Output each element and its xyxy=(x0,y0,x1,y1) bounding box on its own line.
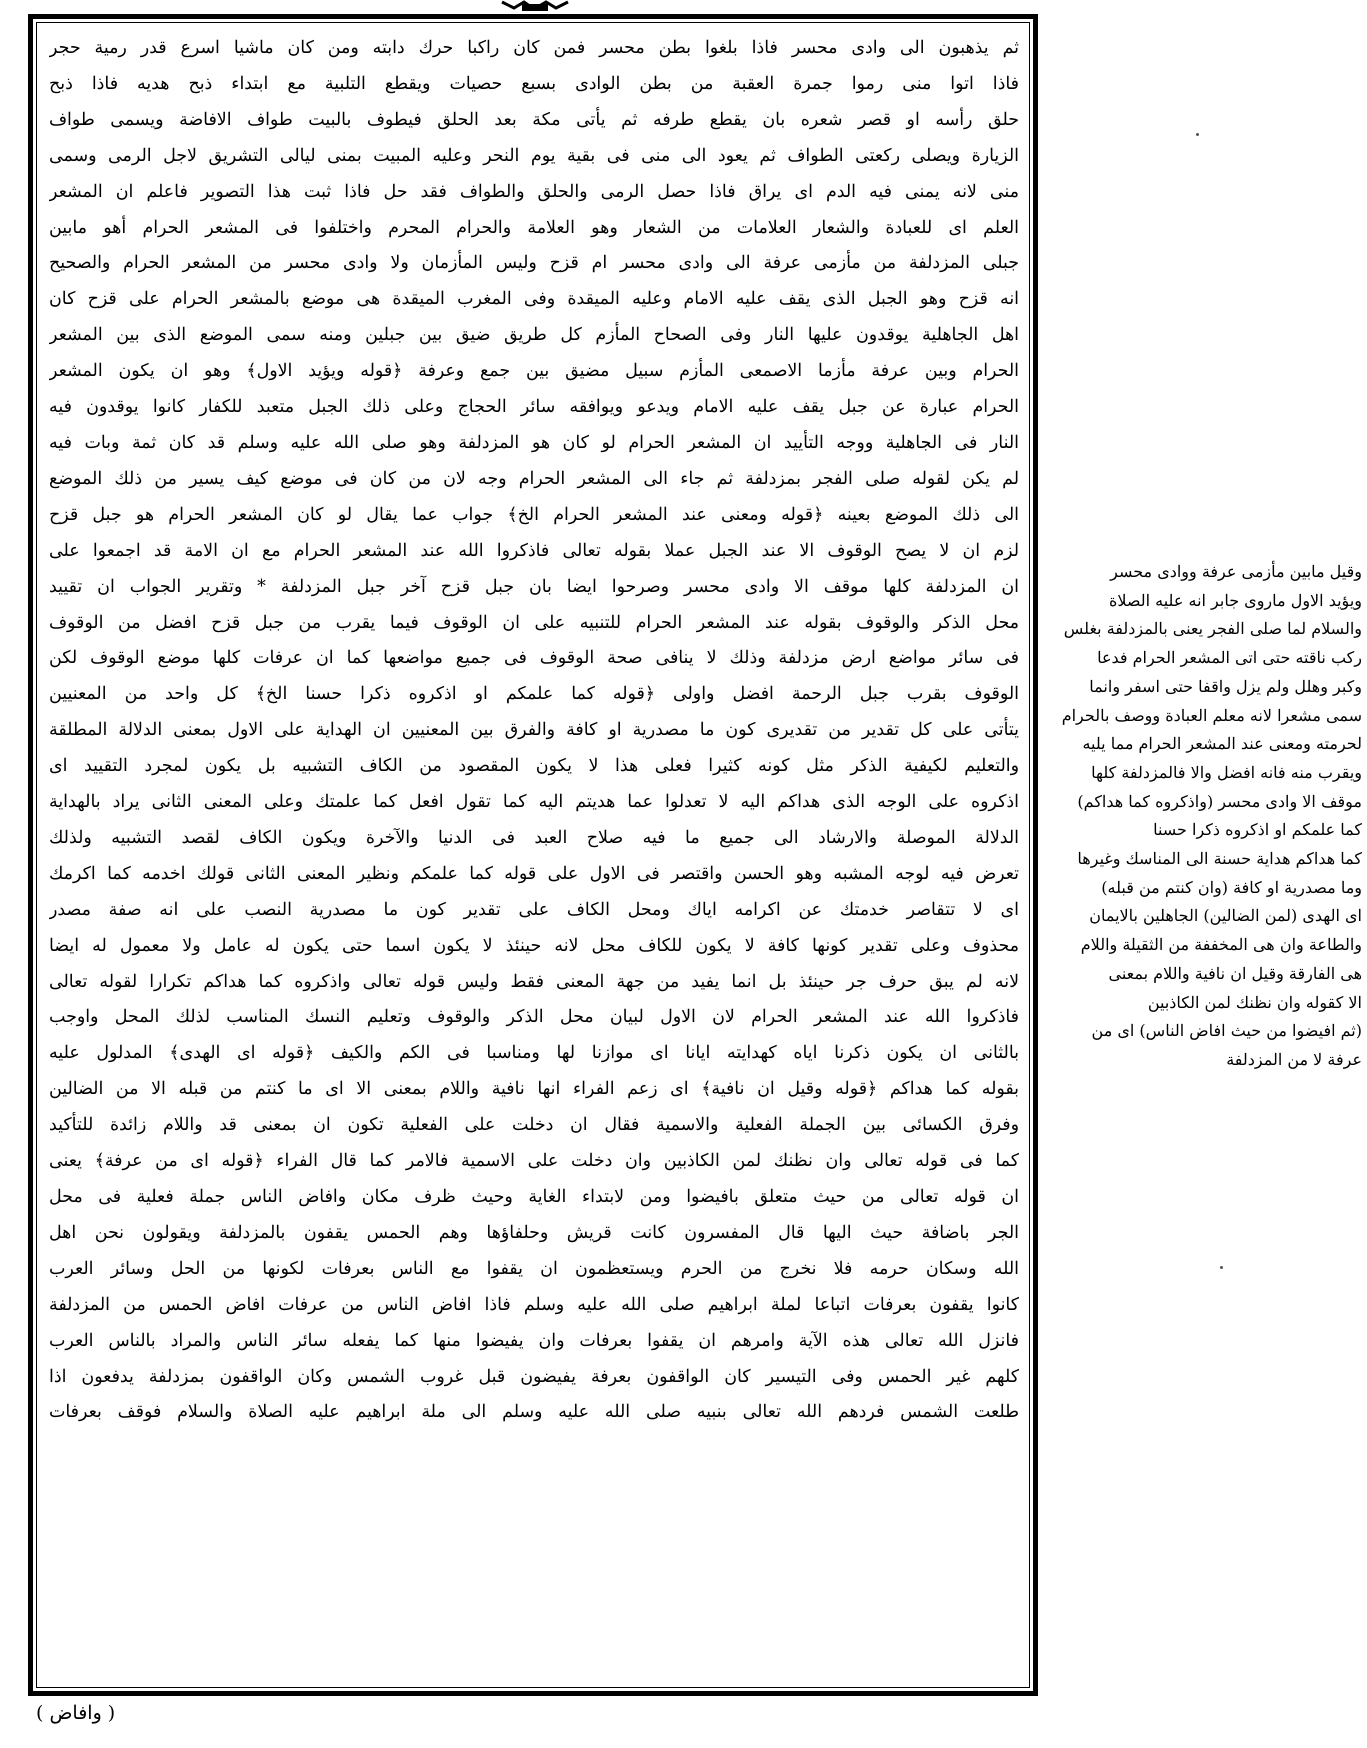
commentary-line: جبلى المزدلفة من مأزمى عرفة الى وادى محسر ام قزح وليس المأزمان ولا وادى محسر من المشعر الحرام والصحيح xyxy=(49,253,1019,274)
commentary-line: فاذا اتوا منى رموا جمرة العقبة من بطن الوادى بسبع حصيات ويقطع التلبية مع ابتداء ذبح هديه فاذا ذبح xyxy=(49,73,1019,94)
commentary-line: انه قزح وهو الجبل الذى يقف عليه الامام وعليه الميقدة وفى المغرب الميقدة هى موضع بالمشعر الحرام على قزح كان xyxy=(49,289,1019,310)
margin-line: الا كقوله وان نظنك لمن الكاذبين xyxy=(1147,992,1362,1012)
margin-speck xyxy=(1196,133,1199,136)
margin-line: ركب ناقته حتى اتى المشعر الحرام فدعا xyxy=(1097,648,1362,668)
commentary-line: اى لا تتقاصر خدمتك عن اكرامه اياك ومحل الكاف على تقدير كون ما مصدرية النصب على انه صفة مصدر xyxy=(49,899,1019,920)
commentary-line: كانوا يقفون بعرفات اتباعا لملة ابراهيم صلى الله عليه وسلم فاذا افاض الناس من عرفات افاض الحمس من المزدلفة xyxy=(49,1294,1019,1315)
commentary-line: العلم اى للعبادة والشعار العلامات من الشعار وهو العلامة والحرام المحرم واختلفوا فى المشعر الحرام أهو مابين xyxy=(49,217,1019,238)
commentary-line: ثم يذهبون الى وادى محسر فاذا بلغوا بطن محسر فمن كان راكبا حرك دابته ومن كان ماشيا اسرع قدر رمية حجر xyxy=(49,38,1019,58)
commentary-line: طلعت الشمس فردهم الله تعالى بنبيه صلى الله عليه وسلم الى ملة ابراهيم عليه الصلاة والسلام فوقف بعرفات xyxy=(49,1402,1019,1423)
margin-line: كما علمكم او اذكروه ذكرا حسنا xyxy=(1153,820,1362,840)
commentary-line: والتعليم لكيفية الذكر مثل كونه كثيرا فعلى هذا لا يكون المقصود من الكاف التشبيه بل يكون لمجرد التقييد اى xyxy=(49,756,1019,777)
commentary-line: الزيارة ويصلى ركعتى الطواف ثم يعود الى منى فى بقية يوم النحر وعليه المبيت بمنى ليالى التشريق لاجل الرمى وسمى xyxy=(49,145,1019,166)
commentary-line: الدلالة الموصلة والارشاد الى جميع ما فيه صلاح العبد فى الدنيا والآخرة ويكون الكاف لقصد التشبيه ولذلك xyxy=(49,827,1019,848)
catchword: ( وافاض ) xyxy=(36,1702,116,1724)
commentary-line: الى ذلك الموضع بعينه ﴿قوله ومعنى عند المشعر الحرام الخ﴾ جواب عما يقال لو كان المشعر الحرام هو جبل قزح xyxy=(49,504,1019,525)
commentary-line: فاذكروا الله عند المشعر الحرام لان الاول لبيان محل الذكر والوقوف وتعليم النسك المناسب لذلك المحل واوجب xyxy=(49,1007,1019,1028)
commentary-line: الحرام وبين عرفة مأزما الاصمعى المأزم سبيل مضيق بين جمع وعرفة ﴿قوله ويؤيد الاول﴾ وهو ان يكون المشعر xyxy=(49,361,1019,382)
margin-line: (ثم افيضوا من حيث افاض الناس) اى من xyxy=(1091,1021,1362,1041)
commentary-frame xyxy=(28,14,1038,1696)
margin-line: اى الهدى (لمن الضالين) الجاهلين بالايمان xyxy=(1089,906,1362,926)
commentary-line: حلق رأسه او قصر شعره بان يقطع طرفه ثم يأتى مكة بعد الحلق فيطوف بالبيت طواف الافاضة ويسمى طواف xyxy=(49,109,1019,130)
commentary-line: تعرض فيه لوجه المشبه وهو الحسن واقتصر فى الاول على قوله كما علمكم ونظير المعنى الثانى قولك اخدمه كما اكرمك xyxy=(49,863,1019,884)
margin-line: ويؤيد الاول ماروى جابر انه عليه الصلاة xyxy=(1108,590,1362,610)
margin-line: موقف الا وادى محسر (واذكروه كما هداكم) xyxy=(1077,791,1362,811)
commentary-line: بالثانى ان يكون ذكرنا اياه كهدايته ايانا اى موازنا لها ومناسبا فى الكم والكيف ﴿قوله اى الهدى﴾ المدلول عليه xyxy=(49,1043,1019,1064)
commentary-line: لزم ان لا يصح الوقوف الا عند الجبل عملا بقوله تعالى فاذكروا الله عند المشعر الحرام مع ان الامة قد اجمعوا على xyxy=(49,540,1019,561)
commentary-line: ان المزدلفة كلها موقف الا وادى محسر وصرحوا ايضا بان جبل قزح آخر جبل المزدلفة * وتقرير الجواب ان تقييد xyxy=(49,576,1019,597)
margin-line: والطاعة وان هى المخففة من الثقيلة واللام xyxy=(1080,935,1362,955)
commentary-line: لانه لم يبق حرف جر حينئذ بل انما يفيد من جهة المعنى فقط وليس قوله تعالى واذكروه كما هداكم تكرارا لقوله تعالى xyxy=(49,971,1019,992)
commentary-line: اهل الجاهلية يوقدون عليها النار وفى الصحاح المأزم كل طريق ضيق بين جبلين ومنه سمى الموضع الذى بين المشعر xyxy=(49,325,1019,346)
commentary-line: يتأتى على كل تقدير من تقديرى كون ما مصدرية او كافة والفرق بين المعنيين ان الهداية على الاول بمعنى الدلالة المطلقة xyxy=(49,720,1019,741)
commentary-line: اذكروه على الوجه الذى هداكم اليه لا تعدلوا عما هديتم اليه كما تقول افعل كما علمتك وعلى المعنى الثانى يراد بالهداية xyxy=(49,792,1019,813)
margin-line: هى الفارقة وقيل ان نافية واللام بمعنى xyxy=(1108,963,1362,983)
margin-line: سمى مشعرا لانه معلم العبادة ووصف بالحرام xyxy=(1061,705,1362,725)
commentary-text xyxy=(49,31,1019,1681)
margin-text xyxy=(1040,558,1362,1118)
commentary-line: منى لانه يمنى فيه الدم اى يراق فاذا حصل الرمى والحلق والطواف فقد حل فاذا ثبت هذا التصوير فاعلم ان المشعر xyxy=(49,181,1019,202)
margin-line: لحرمته ومعنى عند المشعر الحرام مما يليه xyxy=(1082,734,1362,754)
commentary-line: محذوف وعلى تقدير كونها كافة لا يكون للكاف محل لانه حينئذ لا يكون اسما حتى يكون له عامل ولا معمول له ايضا xyxy=(49,935,1019,956)
page-header-ornament xyxy=(470,0,600,14)
commentary-line: ان قوله تعالى من حيث متعلق بافيضوا ومن لابتداء الغاية وحيث ظرف مكان وافاض الناس جملة فعلية فى محل xyxy=(49,1187,1019,1207)
commentary-line: الجر باضافة حيث اليها قال المفسرون كانت قريش وحلفاؤها وهم الحمس يقفون بالمزدلفة ويقولون نحن اهل xyxy=(49,1222,1019,1243)
commentary-line: الله وسكان حرمه فلا نخرج من الحرم ويستعظمون ان يقفوا مع الناس بعرفات لكونها من الحل وسائر العرب xyxy=(49,1258,1019,1279)
commentary-line: وفرق الكسائى بين الجملة الفعلية والاسمية فقال ان دخلت على الفعلية تكون ان بمعنى قد واللام زائدة للتأكيد xyxy=(49,1115,1019,1136)
commentary-line: النار فى الجاهلية ووجه التأييد ان المشعر الحرام لو كان هو المزدلفة وهو صلى الله عليه وسلم قد كان ثمة وبات فيه xyxy=(49,432,1019,453)
commentary-line: الوقوف بقرب جبل الرحمة افضل واولى ﴿قوله كما علمكم او اذكروه ذكرا حسنا الخ﴾ كل واحد من المعنيين xyxy=(49,684,1019,705)
commentary-line: فى سائر مواضع ارض مزدلفة وذلك لا ينافى صحة الوقوف فى جميع مواضعها كما ان عرفات كلها موضع الوقوف لكن xyxy=(49,648,1019,669)
margin-line: وما مصدرية او كافة (وان كنتم من قبله) xyxy=(1101,877,1362,897)
commentary-line: محل الذكر والوقوف بقوله عند المشعر الحرام للتنبيه على ان الوقوف فيما يقرب من جبل قزح افضل من الوقوف xyxy=(49,612,1019,633)
margin-line: كما هداكم هداية حسنة الى المناسك وغيرها xyxy=(1077,849,1362,869)
commentary-line: كما فى قوله تعالى وان نظنك لمن الكاذبين وان دخلت على الاسمية فالامر كما قال الفراء ﴿قوله اى من عرفة﴾ يعنى xyxy=(49,1151,1019,1172)
margin-line: ويقرب منه فانه افضل والا فالمزدلفة كلها xyxy=(1091,762,1362,782)
commentary-line: لم يكن لقوله صلى الفجر بمزدلفة ثم جاء الى المشعر الحرام وجه لان من كان فى موضع كيف يسير من ذلك الموضع xyxy=(49,468,1019,489)
margin-line: والسلام لما صلى الفجر يعنى بالمزدلفة بغلس xyxy=(1063,619,1362,639)
margin-line: وقيل مابين مأزمى عرفة ووادى محسر xyxy=(1110,562,1362,581)
commentary-line: فانزل الله تعالى هذه الآية وامرهم ان يقفوا بعرفات وان يفيضوا منها كما يفعله سائر الناس والمراد بالناس العرب xyxy=(49,1330,1019,1351)
commentary-line: كلهم غير الحمس وفى التيسير كان الواقفون بعرفة يفيضون قبل غروب الشمس وكان الواقفون بمزدلفة يدفعون اذا xyxy=(49,1366,1019,1387)
commentary-line: الحرام عبارة عن جبل يقف عليه الامام ويدعو ويوافقه سائر الحجاج وعلى ذلك الجبل متعبد للكفار كانوا يوقدون فيه xyxy=(49,397,1019,418)
margin-speck xyxy=(1220,1266,1223,1269)
margin-line: عرفة لا من المزدلفة xyxy=(1226,1049,1362,1069)
margin-line: وكبر وهلل ولم يزل واقفا حتى اسفر وانما xyxy=(1089,676,1362,696)
commentary-line: بقوله كما هداكم ﴿قوله وقيل ان نافية﴾ اى زعم الفراء انها نافية واللام بمعنى الا اى ما كنتم من قبله الا من الضالين xyxy=(49,1079,1019,1100)
